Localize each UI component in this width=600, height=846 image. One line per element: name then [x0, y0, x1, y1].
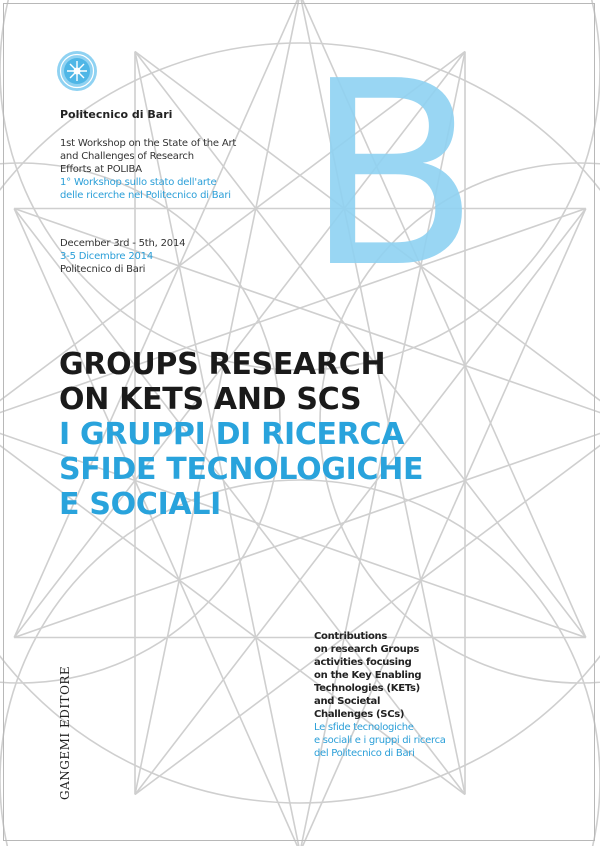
contributions-text	[314, 630, 446, 760]
contrib-en-line: on research Groups	[314, 644, 419, 655]
pattern-circle	[0, 480, 600, 846]
contrib-en-line: on the Key Enabling	[314, 670, 422, 681]
workshop-it-line: delle ricerche nel Politecnico di Bari	[60, 190, 231, 201]
title-it-line: I GRUPPI DI RICERCA	[59, 417, 405, 452]
title-it-line: SFIDE TECNOLOGICHE	[59, 452, 424, 487]
decorative-letter-b: B	[305, 27, 480, 324]
contrib-it-line: Le sfide tecnologiche	[314, 722, 414, 733]
workshop-description	[60, 137, 236, 202]
contrib-en-line: Technologies (KETs)	[314, 683, 420, 694]
event-dates	[60, 237, 185, 276]
event-place: Politecnico di Bari	[60, 264, 146, 275]
workshop-en-line: 1st Workshop on the State of the Art	[60, 138, 237, 149]
contrib-en-line: Challenges (SCs)	[314, 709, 405, 720]
pattern-line	[14, 0, 300, 638]
cover-title	[59, 347, 423, 522]
workshop-it-line: 1° Workshop sullo stato dell'arte	[60, 177, 217, 188]
date-en: December 3rd - 5th, 2014	[60, 238, 186, 249]
title-en-line: ON KETS AND SCS	[59, 382, 362, 417]
contrib-en-line: and Societal	[314, 696, 381, 707]
workshop-en-line: and Challenges of Research	[60, 151, 194, 162]
contrib-it-line: e sociali e i gruppi di ricerca	[314, 735, 446, 746]
contrib-en-line: Contributions	[314, 631, 387, 642]
institution-name: Politecnico di Bari	[60, 108, 173, 121]
contrib-en-line: activities focusing	[314, 657, 412, 668]
publisher-name: GANGEMI EDITORE	[58, 665, 72, 800]
politecnico-seal-icon	[56, 50, 98, 92]
date-it: 3-5 Dicembre 2014	[60, 251, 154, 262]
contrib-it-line: del Politecnico di Bari	[314, 748, 415, 759]
title-en-line: GROUPS RESEARCH	[59, 347, 386, 382]
workshop-en-line: Efforts at POLIBA	[60, 164, 142, 175]
title-it-line: E SOCIALI	[59, 487, 222, 522]
